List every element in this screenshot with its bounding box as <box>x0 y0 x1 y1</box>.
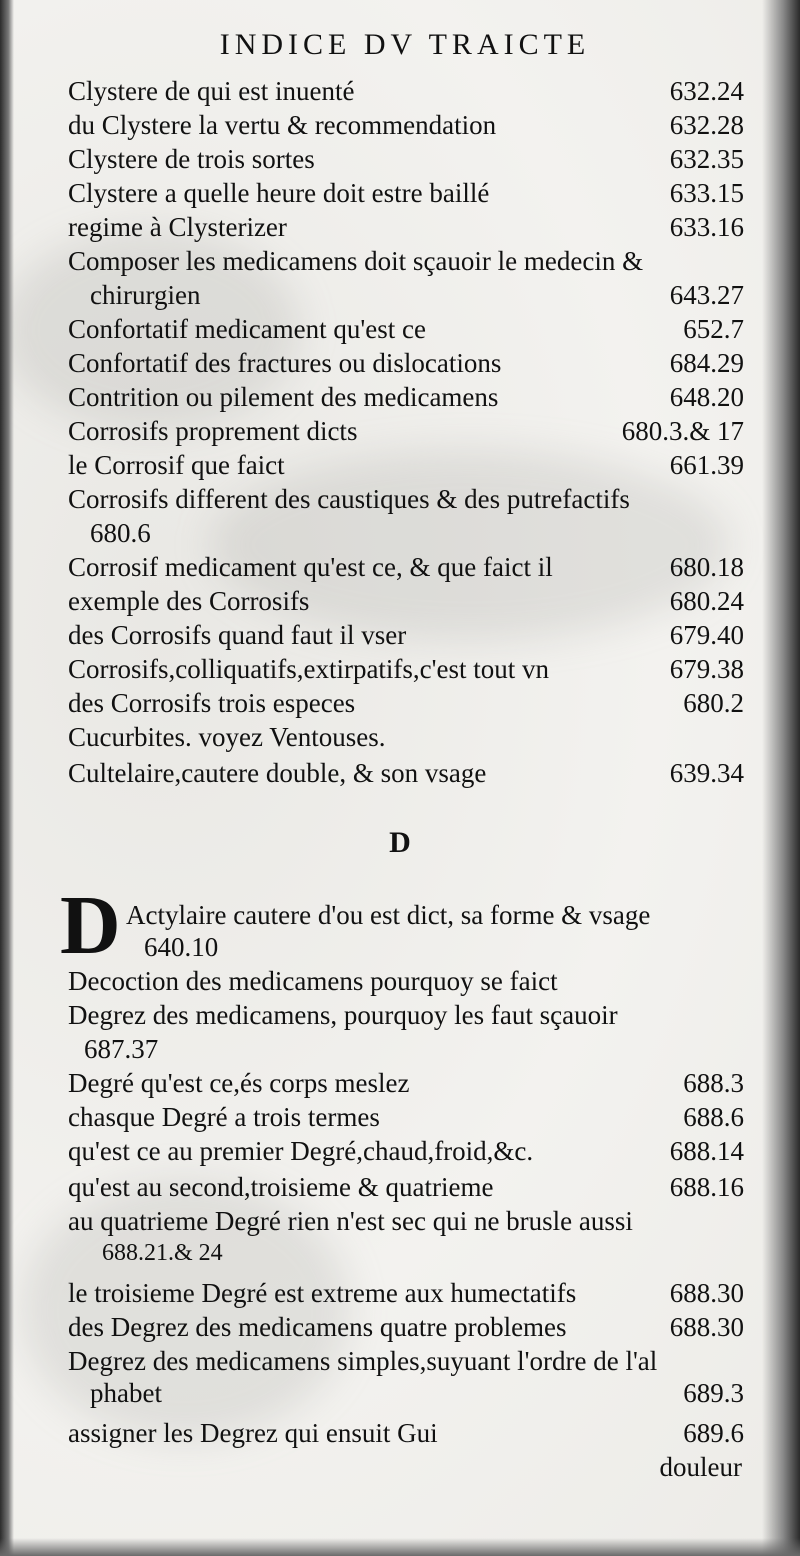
index-entry <box>68 1100 744 1135</box>
entry-ref: 688.6 <box>683 1102 744 1132</box>
entry-ref: 632.35 <box>669 144 744 174</box>
drop-cap: D <box>60 879 121 972</box>
page-header: INDICE DV TRAICTE <box>219 28 591 61</box>
index-entry <box>68 618 744 653</box>
entry-text: qu'est ce au premier Degré,chaud,froid,&c. <box>68 1136 534 1166</box>
index-entry-continuation <box>68 516 744 551</box>
entry-ref: 633.16 <box>669 212 744 242</box>
entry-ref: 648.20 <box>669 382 744 412</box>
index-entry <box>68 108 744 143</box>
index-entry <box>68 142 744 177</box>
entry-ref: 684.29 <box>669 348 744 378</box>
entry-ref: 680.2 <box>683 688 744 718</box>
index-entry <box>68 1344 744 1379</box>
index-entry <box>68 1416 744 1451</box>
entry-ref: 680.24 <box>669 586 744 616</box>
index-entry-continuation <box>68 1376 744 1411</box>
entry-text: Composer les medicamens doit sçauoir le medecin & <box>68 246 644 276</box>
entry-ref: 688.16 <box>669 1172 744 1202</box>
entry-text: Contrition ou pilement des medicamens <box>68 382 499 412</box>
entry-text: des Corrosifs quand faut il vser <box>68 620 407 650</box>
entry-ref: 679.38 <box>669 654 744 684</box>
entry-text: du Clystere la vertu & recommendation <box>68 110 497 140</box>
entry-text: Confortatif des fractures ou dislocations <box>68 348 502 378</box>
index-entry <box>68 346 744 381</box>
entry-text: des Corrosifs trois especes <box>68 688 356 718</box>
index-entry <box>68 1310 744 1345</box>
entry-ref: 679.40 <box>669 620 744 650</box>
index-entry <box>68 964 744 999</box>
index-entry <box>68 244 744 279</box>
entry-ref: 632.28 <box>669 110 744 140</box>
entry-text: Clystere de trois sortes <box>68 144 315 174</box>
index-entry <box>68 176 744 211</box>
index-entry <box>68 686 744 721</box>
entry-text: regime à Clysterizer <box>68 212 287 242</box>
index-entry <box>68 1204 744 1239</box>
entry-ref: 632.24 <box>669 76 744 106</box>
entry-text: Corrosifs,colliquatifs,extirpatifs,c'est tout vn <box>68 654 550 684</box>
entry-ref: 688.30 <box>669 1312 744 1342</box>
index-entry <box>68 210 744 245</box>
entry-ref: 661.39 <box>669 450 744 480</box>
entry-ref: 643.27 <box>669 280 744 310</box>
entry-text: Cucurbites. voyez Ventouses. <box>68 722 386 752</box>
index-entry-continuation <box>68 1032 744 1067</box>
entry-text: Degrez des medicamens simples,suyuant l'ordre de l'al <box>68 1346 658 1376</box>
index-entry <box>68 1066 744 1101</box>
index-entry-continuation <box>68 278 744 313</box>
entry-text: Confortatif medicament qu'est ce <box>68 314 426 344</box>
index-entry <box>68 1170 744 1205</box>
entry-ref: 688.3 <box>683 1068 744 1098</box>
index-entry <box>68 720 744 755</box>
entry-text: Clystere de qui est inuenté <box>68 76 355 106</box>
entry-text: le troisieme Degré est extreme aux humectatifs <box>68 1278 577 1308</box>
index-entry <box>68 448 744 483</box>
catchword: douleur <box>659 1452 742 1482</box>
entry-text: assigner les Degrez qui ensuit Gui <box>68 1418 438 1448</box>
entry-text: qu'est au second,troisieme & quatrieme <box>68 1172 494 1202</box>
index-entry <box>68 414 744 449</box>
entry-ref: 633.15 <box>669 178 744 208</box>
entry-text: Degré qu'est ce,és corps meslez <box>68 1068 410 1098</box>
index-entry <box>68 652 744 687</box>
entry-ref: 688.21.& 24 <box>102 1240 223 1266</box>
entry-text: Corrosifs proprement dicts <box>68 416 358 446</box>
entry-text: Decoction des medicamens pourquoy se faict <box>68 966 558 996</box>
entry-ref: 687.37 <box>84 1034 159 1064</box>
entry-text: des Degrez des medicamens quatre problemes <box>68 1312 567 1342</box>
entry-text: Corrosif medicament qu'est ce, & que faict il <box>68 552 553 582</box>
index-entry-continuation <box>68 1236 744 1271</box>
entry-text: Corrosifs different des caustiques & des putrefactifs <box>68 484 630 514</box>
entry-text: chirurgien <box>90 280 201 310</box>
index-entry <box>68 482 744 517</box>
entry-text: exemple des Corrosifs <box>68 586 310 616</box>
index-entry <box>68 584 744 619</box>
index-entry-continuation <box>68 930 744 965</box>
page-edge-right <box>762 0 800 1556</box>
index-entry <box>68 756 744 791</box>
entry-text: au quatrieme Degré rien n'est sec qui ne brusle aussi <box>68 1206 633 1236</box>
index-entry <box>68 312 744 347</box>
entry-text: Clystere a quelle heure doit estre baillé <box>68 178 490 208</box>
entry-ref: 652.7 <box>683 314 744 344</box>
entry-text: Cultelaire,cautere double, & son vsage <box>68 758 487 788</box>
page-edge-bottom <box>0 1538 800 1556</box>
entry-ref: 640.10 <box>144 932 219 962</box>
entry-text: phabet <box>90 1378 162 1408</box>
index-entry <box>68 550 744 585</box>
index-entry <box>126 898 744 933</box>
index-entry <box>68 380 744 415</box>
index-entry <box>68 1134 744 1169</box>
page-edge-left <box>0 0 14 1556</box>
index-entry <box>68 74 744 109</box>
entry-text: chasque Degré a trois termes <box>68 1102 380 1132</box>
entry-ref: 688.14 <box>669 1136 744 1166</box>
entry-ref: 689.6 <box>683 1418 744 1448</box>
entry-text: Degrez des medicamens, pourquoy les faut sçauoir <box>68 1000 618 1030</box>
entry-ref: 639.34 <box>669 758 744 788</box>
entry-text: Actylaire cautere d'ou est dict, sa forme & vsage <box>126 900 651 930</box>
entry-text: le Corrosif que faict <box>68 450 285 480</box>
entry-ref: 680.3.& 17 <box>621 416 744 446</box>
index-entry <box>68 998 744 1033</box>
entry-ref: 689.3 <box>683 1378 744 1408</box>
entry-ref: 680.18 <box>669 552 744 582</box>
section-letter: D <box>389 826 411 859</box>
index-entry <box>68 1276 744 1311</box>
entry-ref: 688.30 <box>669 1278 744 1308</box>
entry-ref: 680.6 <box>90 518 151 548</box>
